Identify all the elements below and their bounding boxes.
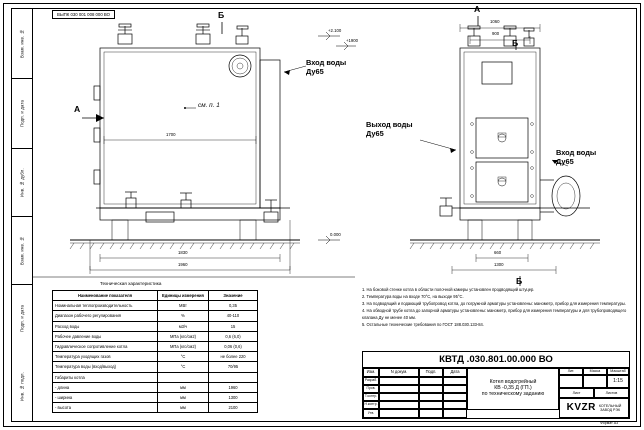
callout-water-outlet-line1: Выход воды [366, 120, 413, 129]
spec-table [52, 290, 258, 413]
left-cell-2: Инв. № дубл. [11, 148, 33, 216]
titleblock-role-nkontr-name [379, 401, 419, 409]
company-block [559, 398, 629, 418]
spec-header-2: Значение [209, 291, 258, 301]
spec-cell: Расход воды [53, 321, 158, 331]
left-cell-3: Взам. инв. № [11, 216, 33, 284]
company-name: KVZR [566, 402, 596, 414]
titleblock-role-razrab-date [443, 377, 467, 385]
table-row [53, 382, 258, 392]
spec-cell: Температура уходящих газов [53, 352, 158, 362]
table-row [53, 321, 258, 331]
callout-water-outlet-line2: Ду65 [366, 129, 384, 138]
spec-header-1: Единицы измерения [158, 291, 209, 301]
titleblock-role-prov-name [379, 385, 419, 393]
spec-cell: Диапазон рабочего регулирования [53, 311, 158, 321]
mass-value [583, 375, 607, 388]
spec-cell: мм [158, 403, 209, 413]
see-note-label: см. п. 1 [198, 102, 220, 109]
titleblock-role-prov: Пров. [363, 385, 379, 393]
view-label-b-top: Б [218, 10, 225, 20]
titleblock-role-utv-name [379, 409, 419, 418]
titleblock-role-razrab-sign [419, 377, 443, 385]
title-block [362, 351, 630, 419]
titleblock-col-docnum: N докум. [379, 368, 419, 377]
scale-value: 1:15 [607, 375, 629, 388]
callout-water-inlet-front [306, 58, 346, 76]
spec-table-title: Техническая характеристика [100, 281, 162, 286]
spec-header-row [53, 291, 258, 301]
callout-water-inlet-front-line1: Вход воды [306, 58, 347, 67]
note-item: 1. На боковой стенке котла в области полочной камеры установлен продводящий штуцер. [362, 287, 535, 292]
dim-front-inner: 1700 [166, 132, 176, 137]
titleblock-role-tkontr-name [379, 393, 419, 401]
spec-cell: 0,35 [209, 301, 258, 311]
table-row [53, 342, 258, 352]
spec-cell [158, 372, 209, 382]
spec-cell: МПа (кгс/см2) [158, 331, 209, 341]
titleblock-role-nkontr-date [443, 401, 467, 409]
titleblock-col-date: Дата [443, 368, 467, 377]
table-row [53, 301, 258, 311]
table-row [53, 393, 258, 403]
titleblock-col-izm: Изм. [363, 368, 379, 377]
product-title-line3: по техническому заданию [481, 390, 545, 397]
left-cell-4: Подп. и дата [11, 284, 33, 352]
spec-cell: °С [158, 352, 209, 362]
dim-side-top-outer: 1060 [490, 19, 500, 24]
spec-cell: Температура воды (вход/выход) [53, 362, 158, 372]
titleblock-role-nkontr-sign [419, 401, 443, 409]
titleblock-role-razrab: Разраб. [363, 377, 379, 385]
elevation-2100: +2.100 [328, 28, 342, 33]
dim-side-top-inner: 900 [492, 31, 500, 36]
titleblock-role-nkontr: Н.контр. [363, 401, 379, 409]
spec-cell: 0,06 (0,6) [209, 342, 258, 352]
titleblock-role-prov-date [443, 385, 467, 393]
left-cell-0: Взам. инв. № [11, 8, 33, 78]
titleblock-role-utv-sign [419, 409, 443, 418]
spec-cell: МПа (кгс/см2) [158, 342, 209, 352]
company-subtitle-line2: ЗАВОД РЭК [600, 408, 621, 412]
dim-side-bottom-outer: 1300 [494, 262, 504, 267]
view-label-a-left: A [74, 104, 81, 114]
view-label-b-bottom: Б [516, 276, 523, 286]
spec-cell: 2100 [209, 403, 258, 413]
spec-cell: °С [158, 362, 209, 372]
titleblock-role-prov-sign [419, 385, 443, 393]
view-label-b-side: Б [512, 38, 519, 48]
callout-water-outlet [366, 120, 413, 138]
table-row [53, 372, 258, 382]
sheet-format-label: Формат A3 [600, 421, 619, 425]
note-item: 4. На обводной трубе котла до запорной арматуры установлены: манометр, прибор для измерения температуры и для трубопроводящего клапана Ду не менее 40 мм. [362, 308, 627, 320]
scale-label: Масштаб [607, 368, 629, 375]
product-title [467, 368, 559, 410]
lit-value [559, 375, 583, 388]
sheet-number: Лист [559, 388, 594, 398]
spec-cell: 40-110 [209, 311, 258, 321]
elevation-0000: 0.000 [330, 232, 341, 237]
note-item: 2. Температура воды на входе 70°С, на выходе 95°С. [362, 294, 464, 300]
spec-cell: 15 [209, 321, 258, 331]
spec-cell: Гидравлическое сопротивление котла [53, 342, 158, 352]
spec-cell: не более 220 [209, 352, 258, 362]
spec-cell [209, 372, 258, 382]
company-subtitle-line1: КОТЕЛЬНЫЙ [598, 403, 622, 408]
callout-water-inlet-side-line2: Ду65 [556, 157, 574, 166]
spec-cell: МВт [158, 301, 209, 311]
note-item: 3. На подводящий и подающий трубопровод котла, до погружной арматуры установлены: манометр, прибор для измерения температуры. [362, 301, 626, 307]
titleblock-role-razrab-name [379, 377, 419, 385]
titleblock-role-utv: Утв. [363, 409, 379, 418]
lit-label: Лит. [559, 368, 583, 375]
spec-header-0: Наименование показателя [53, 291, 158, 301]
spec-cell: Рабочее давление воды [53, 331, 158, 341]
spec-cell: - высота [53, 403, 158, 413]
sheets-count: Листов [594, 388, 629, 398]
company-logo [567, 402, 622, 414]
spec-cell: 1300 [209, 393, 258, 403]
spec-cell: 1960 [209, 382, 258, 392]
spec-cell: м3/ч [158, 321, 209, 331]
spec-cell: - ширина [53, 393, 158, 403]
spec-cell: 70/95 [209, 362, 258, 372]
spec-cell: - длина [53, 382, 158, 392]
left-cell-1: Подп. и дата [11, 78, 33, 148]
spec-cell: мм [158, 393, 209, 403]
table-row [53, 352, 258, 362]
table-row [53, 331, 258, 341]
callout-water-inlet-front-line2: Ду65 [306, 67, 324, 76]
titleblock-role-tkontr: Т.контр. [363, 393, 379, 401]
table-row [53, 362, 258, 372]
spec-cell: мм [158, 382, 209, 392]
company-subtitle [599, 404, 622, 413]
spec-cell: % [158, 311, 209, 321]
note-item: 5. Остальные технические требования по ГОСТ 188.030.133-84. [362, 321, 484, 327]
left-cell-5: Инв. № подл. [19, 372, 25, 402]
view-label-a-right: A [474, 4, 481, 14]
spec-cell: 0,6 (6,0) [209, 331, 258, 341]
technical-notes [362, 287, 630, 329]
dim-front-total: 1960 [178, 262, 188, 267]
dim-front-mid: 1830 [178, 250, 188, 255]
titleblock-col-sign: Подп. [419, 368, 443, 377]
product-title-line2: КВ -0,35 Д (ГП.) [494, 385, 532, 392]
callout-water-inlet-side [556, 148, 596, 166]
titleblock-role-tkontr-date [443, 393, 467, 401]
product-title-line1: Котел водогрейный [489, 379, 537, 386]
dim-side-bottom-inner: 660 [494, 250, 502, 255]
elevation-1900: +1900 [346, 38, 359, 43]
drawing-designation: КВТД .030.801.00.000 ВО [363, 352, 629, 368]
spec-cell: Номинальная теплопроизводительность [53, 301, 158, 311]
spec-cell: Габариты котла [53, 372, 158, 382]
callout-water-inlet-side-line1: Вход воды [556, 148, 597, 157]
top-reference-stamp: ВЫПК 030 001 008 000 ВО [52, 10, 115, 19]
titleblock-role-tkontr-sign [419, 393, 443, 401]
mass-label: Масса [583, 368, 607, 375]
table-row [53, 403, 258, 413]
titleblock-role-utv-date [443, 409, 467, 418]
table-row [53, 311, 258, 321]
